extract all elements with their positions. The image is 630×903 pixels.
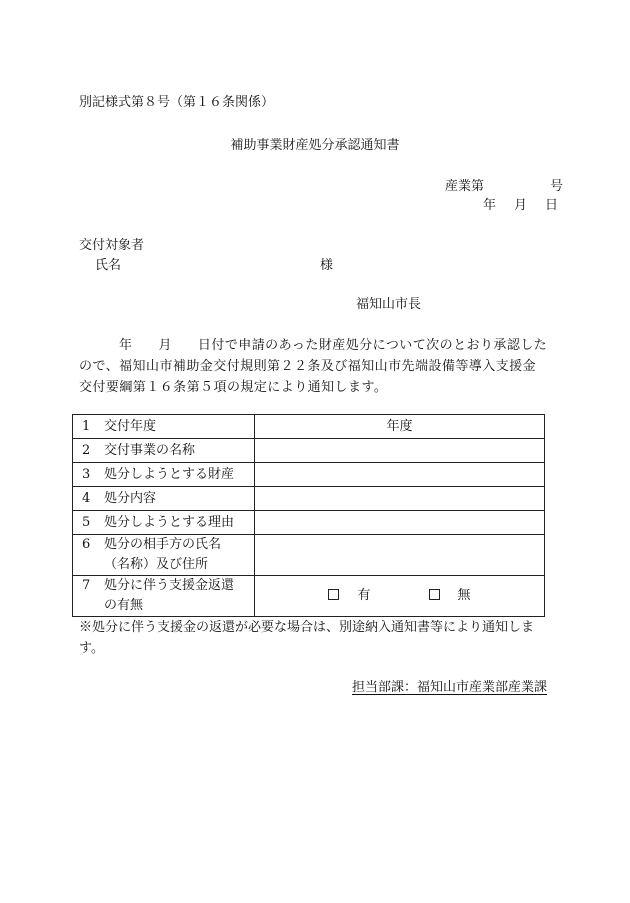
body-paragraph: [79, 335, 549, 398]
row-label-text: 処分に伴う支援金返還: [104, 578, 235, 593]
body-month: 月: [158, 338, 172, 353]
table-row: [73, 439, 545, 463]
issue-date-year: 年: [483, 198, 497, 213]
refund-yes-option[interactable]: [328, 586, 370, 606]
refund-no-option[interactable]: [429, 586, 471, 606]
row-number: 4: [82, 490, 91, 506]
project-name-value: [255, 439, 545, 463]
issue-number-prefix: 産業第: [445, 179, 485, 194]
form-number: 別記様式第８号（第１６条関係）: [79, 95, 275, 110]
recipient-honorific: 様: [320, 258, 334, 273]
row-number: 6: [82, 537, 91, 552]
recipient-name-label: 氏名: [95, 258, 122, 273]
table-row: [73, 535, 545, 576]
row-label: [73, 463, 255, 487]
table-row: [73, 415, 545, 439]
table-row: [73, 487, 545, 511]
row-number: 7: [82, 578, 91, 593]
property-value: [255, 463, 545, 487]
row-label: [73, 576, 255, 617]
row-number: 3: [82, 466, 91, 482]
refund-options: [255, 576, 545, 617]
row-label: [73, 487, 255, 511]
counterparty-value: [255, 535, 545, 576]
recipient-label: 交付対象者: [79, 238, 145, 253]
row-label-text: 処分しようとする理由: [104, 514, 235, 530]
footnote: ※処分に伴う支援金の返還が必要な場合は、別途納入通知書等により通知します。: [79, 620, 535, 656]
row-label-text-line2: （名称）及び住所: [104, 557, 209, 572]
refund-yes-label: 有: [357, 588, 371, 603]
row-label: [73, 415, 255, 439]
checkbox-icon[interactable]: [328, 589, 339, 600]
contact-department: 担当部課：福知山市産業部産業課: [352, 680, 548, 695]
row-label-text: 交付事業の名称: [104, 442, 196, 458]
row-label: [73, 439, 255, 463]
row-label-text: 処分内容: [104, 490, 157, 506]
disposal-content-value: [255, 487, 545, 511]
body-text: 日付で申請のあった財産処分について次のとおり承認したので、福知山市補助金交付規則第２２条及び福知山市先端設備等導入支援金交付要綱第１６条第５項の規定により通知します。: [79, 338, 548, 395]
issue-number-suffix: 号: [550, 179, 564, 194]
table-row: [73, 463, 545, 487]
row-number: 5: [82, 514, 91, 530]
row-number: 1: [82, 418, 91, 434]
document-title: 補助事業財産処分承認通知書: [230, 138, 400, 153]
checkbox-icon[interactable]: [429, 589, 440, 600]
row-label-text-line2: の有無: [104, 598, 144, 613]
issue-date: [483, 199, 558, 212]
row-label: [73, 511, 255, 535]
table-row: [73, 511, 545, 535]
row-label-text: 交付年度: [104, 418, 157, 434]
row-label: [73, 535, 255, 576]
grant-year-value: 年度: [255, 415, 545, 439]
disposal-reason-value: [255, 511, 545, 535]
issue-number: [445, 180, 563, 193]
refund-no-label: 無: [457, 588, 471, 603]
table-row: [73, 576, 545, 617]
row-number: 2: [82, 442, 91, 458]
issue-date-month: 月: [514, 198, 528, 213]
row-label-text: 処分の相手方の氏名: [104, 537, 222, 552]
row-label-text: 処分しようとする財産: [104, 466, 235, 482]
body-year: 年: [119, 338, 133, 353]
sender-title: 福知山市長: [356, 297, 422, 312]
issue-date-day: 日: [545, 198, 559, 213]
disposal-details-table: [72, 414, 545, 617]
